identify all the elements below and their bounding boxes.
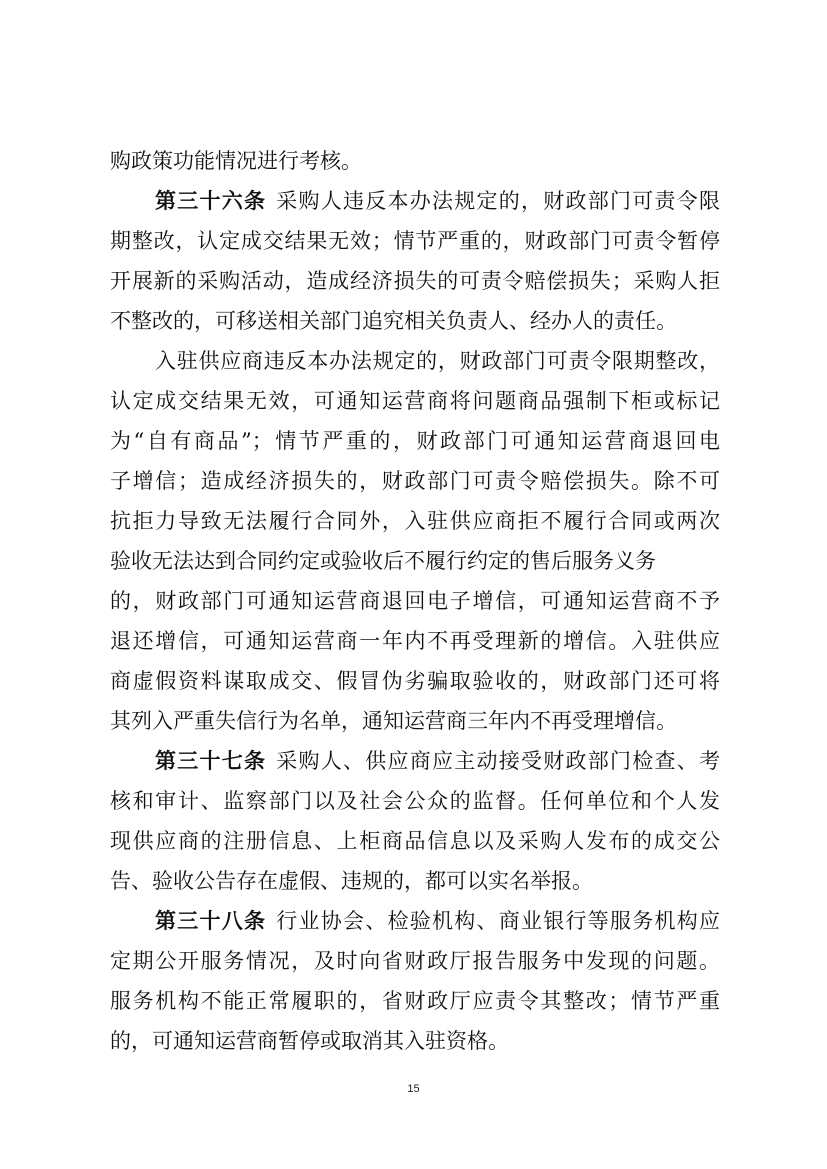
text-line: 子增信；造成经济损失的，财政部门可责令赔偿损失。除不可 (110, 469, 720, 493)
text-line: 入驻供应商违反本办法规定的，财政部门可责令限期整改， (155, 349, 720, 373)
text-line: 退还增信，可通知运营商一年内不再受理新的增信。入驻供应 (110, 629, 720, 653)
text-line: 的，可通知运营商暂停或取消其入驻资格。 (110, 1029, 509, 1053)
article-heading: 第三十六条 (155, 188, 267, 213)
article-37-first-line (155, 742, 720, 780)
text-line: 购政策功能情况进行考核。 (110, 149, 362, 173)
page-number: 15 (407, 1083, 420, 1095)
text-line: 其列入严重失信行为名单，通知运营商三年内不再受理增信。 (110, 709, 677, 733)
text-line: 告、验收公告存在虚假、违规的，都可以实名举报。 (110, 869, 593, 893)
article-heading: 第三十七条 (155, 748, 267, 773)
text-line: 抗拒力导致无法履行合同外，入驻供应商拒不履行合同或两次 (110, 509, 720, 533)
article-text: 采购人违反本办法规定的，财政部门可责令限 (276, 189, 720, 213)
article-text: 采购人、供应商应主动接受财政部门检查、考 (276, 749, 720, 773)
text-line: 现供应商的注册信息、上柜商品信息以及采购人发布的成交公 (110, 829, 720, 853)
text-line: 为“自有商品”；情节严重的，财政部门可通知运营商退回电 (110, 429, 720, 453)
text-line: 认定成交结果无效，可通知运营商将问题商品强制下柜或标记 (110, 389, 720, 413)
text-line: 的，财政部门可通知运营商退回电子增信，可通知运营商不予 (110, 589, 720, 613)
text-line: 验收无法达到合同约定或验收后不履行约定的售后服务义务 (110, 549, 656, 573)
article-36-first-line (155, 182, 720, 220)
text-line: 定期公开服务情况，及时向省财政厅报告服务中发现的问题。 (110, 949, 720, 973)
text-line: 不整改的，可移送相关部门追究相关负责人、经办人的责任。 (110, 309, 677, 333)
article-38-first-line (155, 902, 720, 940)
text-line: 核和审计、监察部门以及社会公众的监督。任何单位和个人发 (110, 789, 720, 813)
text-line: 服务机构不能正常履职的，省财政厅应责令其整改；情节严重 (110, 989, 720, 1013)
text-line: 期整改，认定成交结果无效；情节严重的，财政部门可责令暂停 (110, 229, 720, 253)
article-text: 行业协会、检验机构、商业银行等服务机构应 (276, 909, 720, 933)
text-line: 开展新的采购活动，造成经济损失的可责令赔偿损失；采购人拒 (110, 269, 720, 293)
article-heading: 第三十八条 (155, 908, 267, 933)
text-line: 商虚假资料谋取成交、假冒伪劣骗取验收的，财政部门还可将 (110, 669, 720, 693)
